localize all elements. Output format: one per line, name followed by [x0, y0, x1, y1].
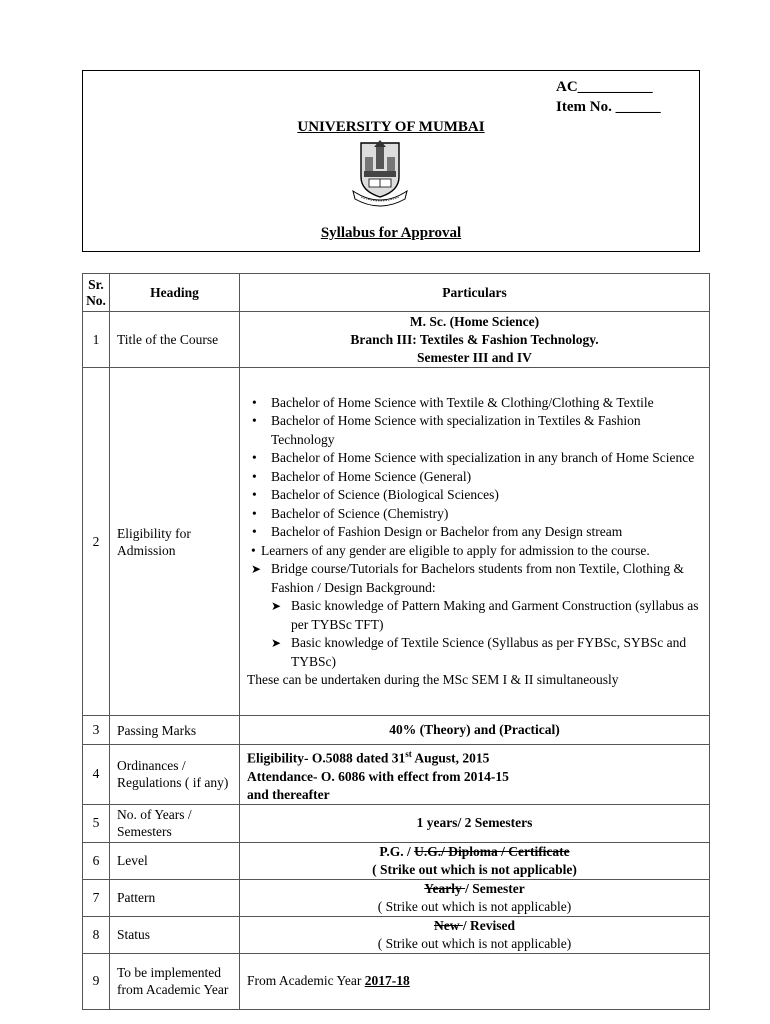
- row-sr: 6: [83, 842, 110, 879]
- table-row: [83, 842, 710, 879]
- arrow-bullet-icon: ➤: [271, 636, 282, 650]
- arrow-bullet-icon: ➤: [251, 562, 262, 576]
- row-particulars: [240, 842, 710, 879]
- table-row: [83, 312, 710, 368]
- strike-note: ( Strike out which is not applicable): [377, 898, 572, 914]
- years-value: 1 years/ 2 Semesters: [240, 804, 710, 842]
- row-heading: Pattern: [110, 879, 240, 916]
- table-row: [83, 716, 710, 745]
- status-value: [247, 917, 702, 935]
- row-particulars: [240, 312, 710, 368]
- ac-item-block: [556, 77, 661, 117]
- row-heading: Eligibility for Admission: [110, 368, 240, 716]
- row-particulars: [240, 953, 710, 1009]
- row-sr: 7: [83, 879, 110, 916]
- header-heading: Heading: [110, 274, 240, 312]
- bridge-course-item: [247, 560, 702, 597]
- eligibility-list: [247, 394, 702, 542]
- bridge-sub-text: Basic knowledge of Pattern Making and Garment Construction (syllabus as per TYBSc TFT): [291, 598, 699, 632]
- list-item: • Bachelor of Fashion Design or Bachelor from any Design stream: [247, 523, 702, 542]
- row-sr: 9: [83, 953, 110, 1009]
- table-row: [83, 879, 710, 916]
- pattern-struck: Yearly: [424, 880, 466, 896]
- row-heading: Status: [110, 916, 240, 953]
- course-branch: Branch III: Textiles & Fashion Technology.: [350, 331, 599, 347]
- list-item: • Bachelor of Home Science (General): [247, 468, 702, 487]
- bridge-course-text: Bridge course/Tutorials for Bachelors students from non Textile, Clothing & Fashion / Design Background:: [271, 561, 685, 595]
- ordinance-thereafter: and thereafter: [247, 786, 330, 802]
- strike-note: ( Strike out which is not applicable): [372, 861, 577, 877]
- attendance-ordinance: Attendance- O. 6086 with effect from 2014-15: [247, 768, 509, 784]
- table-row: [83, 916, 710, 953]
- course-degree: M. Sc. (Home Science): [409, 313, 540, 329]
- table-header-row: [83, 274, 710, 312]
- pattern-value: [247, 880, 702, 898]
- row-particulars: [240, 879, 710, 916]
- row-particulars: [240, 745, 710, 805]
- row-sr: 5: [83, 804, 110, 842]
- strike-note: ( Strike out which is not applicable): [377, 935, 572, 951]
- row-heading: No. of Years / Semesters: [110, 804, 240, 842]
- row-particulars: [240, 368, 710, 716]
- ac-line: AC__________: [556, 79, 653, 95]
- header-particulars: Particulars: [240, 274, 710, 312]
- course-semesters: Semester III and IV: [417, 349, 532, 365]
- bridge-sub-text: Basic knowledge of Textile Science (Syllabus as per FYBSc, SYBSc and TYBSc): [291, 635, 687, 669]
- table-row: [83, 368, 710, 716]
- ordinance-date: August, 2015: [411, 750, 490, 766]
- bridge-footer-note: These can be undertaken during the MSc SEM I & II simultaneously: [247, 672, 619, 687]
- academic-year-value: 2017-18: [364, 973, 410, 988]
- status-selected: / Revised: [462, 917, 515, 933]
- row-heading: To be implemented from Academic Year: [110, 953, 240, 1009]
- status-struck: New: [434, 917, 463, 933]
- ordinance-text: Eligibility- O.5088 dated 31: [247, 750, 406, 766]
- list-item: • Bachelor of Home Science with specialization in any branch of Home Science: [247, 449, 702, 468]
- arrow-bullet-icon: ➤: [271, 599, 282, 613]
- passing-marks-value: 40% (Theory) and (Practical): [240, 716, 710, 745]
- row-sr: 1: [83, 312, 110, 368]
- ordinance-sup: st: [405, 749, 412, 759]
- university-title: UNIVERSITY OF MUMBAI: [297, 119, 485, 135]
- eligibility-ordinance: [247, 745, 702, 768]
- bridge-sub-item: [247, 634, 702, 671]
- syllabus-subtitle: Syllabus for Approval: [320, 225, 462, 241]
- level-value: [247, 843, 702, 861]
- row-sr: 2: [83, 368, 110, 716]
- row-heading: Passing Marks: [110, 716, 240, 745]
- row-heading: Title of the Course: [110, 312, 240, 368]
- list-item: • Bachelor of Home Science with specialization in Textiles & Fashion Technology: [247, 412, 702, 449]
- pattern-selected: / Semester: [465, 880, 525, 896]
- row-sr: 3: [83, 716, 110, 745]
- list-item: • Bachelor of Science (Chemistry): [247, 505, 702, 524]
- bridge-sub-item: [247, 597, 702, 634]
- header-box: [82, 70, 700, 252]
- syllabus-table: [82, 273, 710, 1010]
- header-sr-no: Sr. No.: [83, 274, 110, 312]
- table-row: [83, 953, 710, 1009]
- learners-note: • Learners of any gender are eligible to apply for admission to the course.: [247, 542, 702, 561]
- academic-year-label: From Academic Year: [247, 973, 365, 988]
- university-crest-icon: [347, 139, 413, 209]
- item-number-line: Item No. ______: [556, 99, 661, 115]
- level-struck: U.G./ Diploma / Certificate: [414, 843, 570, 859]
- level-pg: P.G. /: [379, 843, 415, 859]
- list-item: • Bachelor of Home Science with Textile & Clothing/Clothing & Textile: [247, 394, 702, 413]
- row-sr: 8: [83, 916, 110, 953]
- row-particulars: [240, 916, 710, 953]
- row-heading: Ordinances / Regulations ( if any): [110, 745, 240, 805]
- list-item: • Bachelor of Science (Biological Sciences): [247, 486, 702, 505]
- row-heading: Level: [110, 842, 240, 879]
- table-row: [83, 745, 710, 805]
- row-sr: 4: [83, 745, 110, 805]
- table-row: [83, 804, 710, 842]
